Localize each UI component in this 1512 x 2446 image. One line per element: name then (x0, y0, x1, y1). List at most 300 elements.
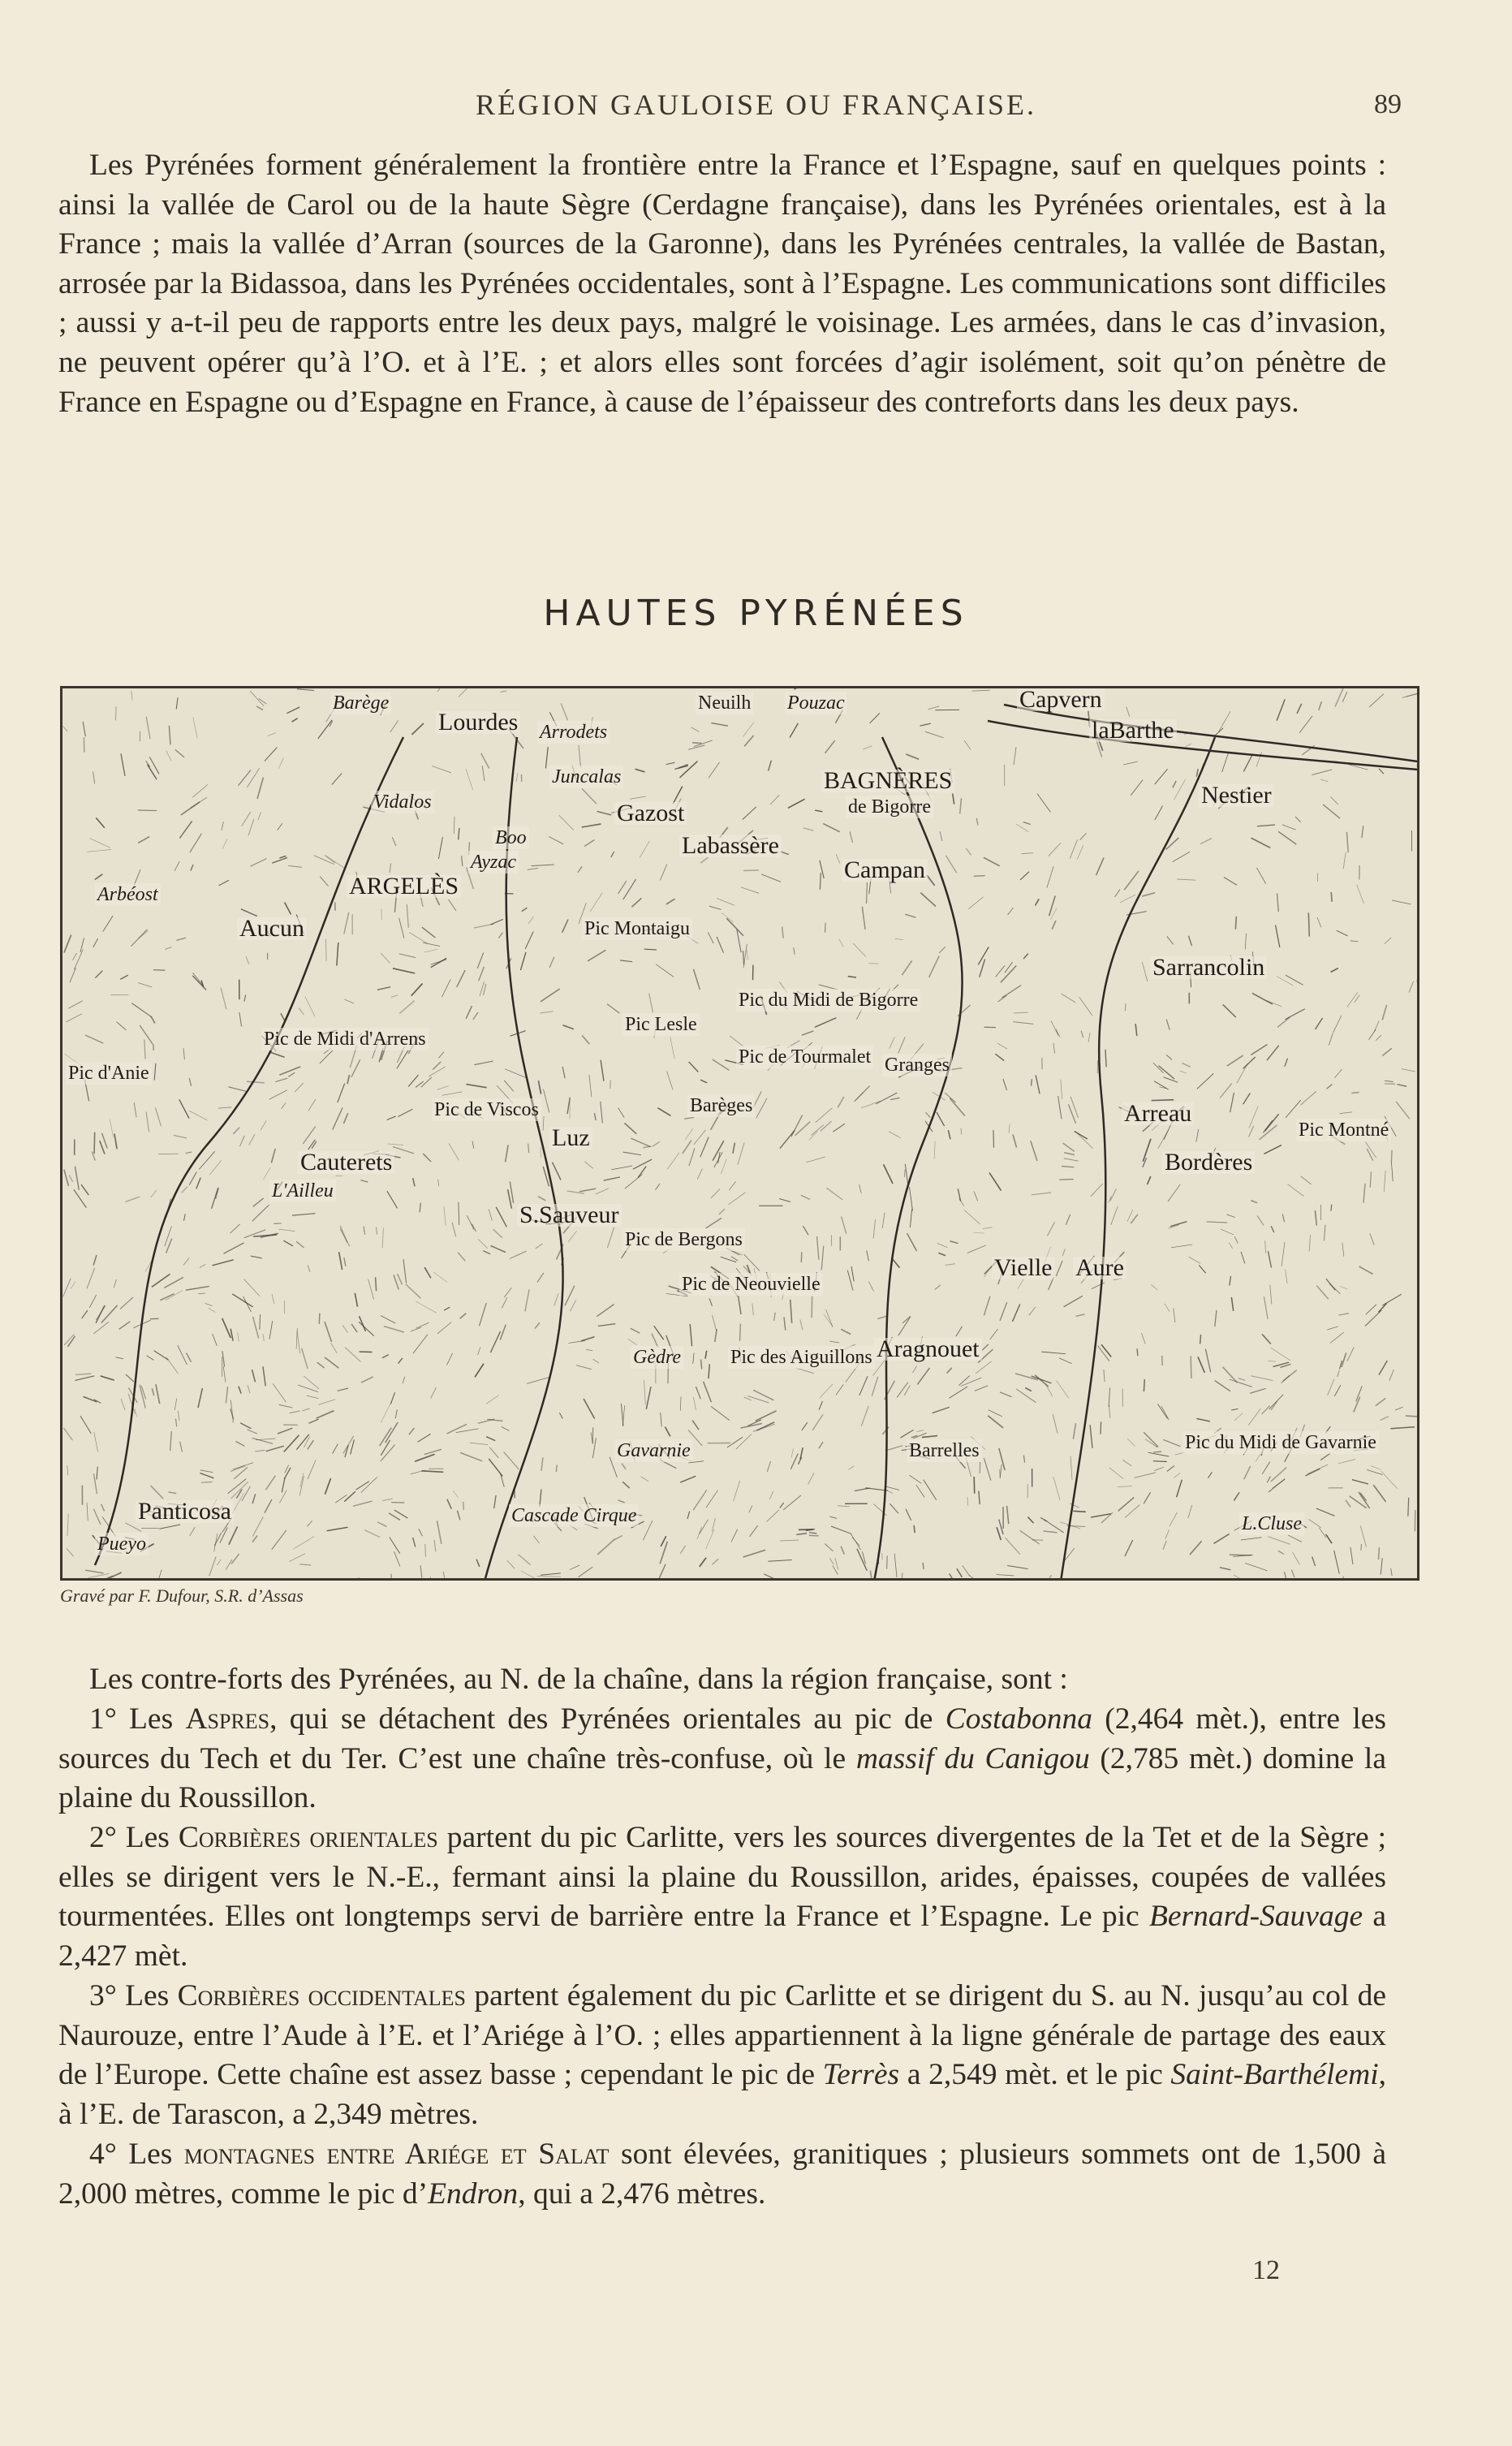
hachure-stroke (70, 968, 76, 982)
hachure-stroke (819, 1442, 823, 1448)
hachure-stroke (800, 1320, 803, 1331)
hachure-stroke (825, 923, 826, 933)
hachure-stroke (692, 1421, 699, 1430)
item-corbieres-occidentales (58, 1977, 1386, 2134)
hachure-stroke (1037, 794, 1050, 813)
hachure-stroke (1397, 1085, 1406, 1087)
hachure-stroke (319, 1314, 320, 1324)
hachure-stroke (1241, 1252, 1245, 1264)
hachure-stroke (890, 1037, 895, 1048)
hachure-stroke (1338, 1460, 1355, 1464)
hachure-stroke (442, 980, 450, 998)
hachure-stroke (423, 943, 440, 946)
hachure-stroke (1282, 1375, 1290, 1383)
hachure-stroke (1238, 1378, 1246, 1381)
hachure-stroke (1189, 1257, 1200, 1263)
hachure-stroke (794, 688, 802, 689)
hachure-stroke (116, 1357, 123, 1359)
hachure-stroke (381, 953, 390, 963)
hachure-stroke (489, 1459, 502, 1477)
map-place-label-labassere: Labassère (679, 835, 782, 857)
hachure-stroke (1122, 1460, 1131, 1466)
hachure-stroke (611, 852, 614, 857)
hachure-stroke (727, 1437, 743, 1447)
map-place-label-picdumidibig: Pic du Midi de Bigorre (736, 989, 920, 1012)
hachure-stroke (444, 1307, 450, 1310)
hachure-stroke (355, 1482, 368, 1490)
hachure-stroke (200, 1264, 206, 1267)
hachure-stroke (826, 1188, 842, 1200)
hachure-stroke (238, 770, 251, 786)
hachure-stroke (1379, 1547, 1380, 1559)
hachure-stroke (1003, 1079, 1007, 1090)
hachure-stroke (480, 1303, 487, 1326)
hachure-stroke (151, 1016, 155, 1024)
hachure-stroke (459, 688, 470, 697)
hachure-stroke (103, 916, 113, 931)
hachure-stroke (499, 933, 503, 938)
hachure-stroke (248, 1385, 250, 1393)
hachure-stroke (803, 828, 814, 830)
hachure-stroke (100, 1141, 105, 1154)
hachure-stroke (597, 811, 612, 815)
hachure-stroke (561, 703, 567, 720)
hachure-stroke (187, 1352, 192, 1361)
hachure-stroke (438, 1180, 439, 1187)
hachure-stroke (997, 1527, 1001, 1540)
hachure-stroke (1271, 1401, 1277, 1410)
hachure-stroke (877, 1316, 887, 1319)
hachure-stroke (709, 762, 720, 778)
hachure-stroke (190, 797, 207, 808)
hachure-stroke (543, 1116, 544, 1131)
hachure-stroke (1109, 1468, 1123, 1479)
hachure-stroke (222, 822, 224, 830)
hachure-stroke (69, 1176, 73, 1182)
hachure-stroke (1200, 1335, 1201, 1344)
hachure-stroke (126, 1197, 140, 1201)
hachure-stroke (242, 812, 251, 826)
hachure-stroke (432, 766, 451, 773)
hachure-stroke (1338, 1370, 1339, 1377)
hachure-stroke (1207, 1222, 1228, 1223)
hachure-stroke (87, 1503, 88, 1521)
map-place-label-sarrancolin: Sarrancolin (1150, 956, 1267, 979)
hachure-stroke (712, 1518, 715, 1532)
hachure-stroke (963, 1566, 970, 1577)
hachure-stroke (825, 740, 835, 753)
hachure-stroke (126, 1374, 134, 1382)
hachure-stroke (770, 795, 779, 805)
hachure-stroke (1346, 1500, 1350, 1508)
hachure-stroke (222, 1318, 231, 1338)
hachure-stroke (950, 1387, 968, 1398)
hachure-stroke (660, 865, 666, 881)
hachure-stroke (1277, 699, 1285, 720)
hachure-stroke (93, 1255, 97, 1266)
hachure-stroke (1223, 1004, 1236, 1017)
hachure-stroke (1154, 1467, 1164, 1470)
hachure-stroke (618, 1108, 625, 1118)
hachure-stroke (1016, 1389, 1036, 1403)
hachure-stroke (1301, 1091, 1316, 1105)
hachure-stroke (507, 1560, 515, 1568)
hachure-stroke (694, 969, 700, 990)
hachure-stroke (382, 1499, 393, 1500)
hachure-stroke (1063, 1143, 1075, 1151)
hachure-stroke (743, 807, 756, 820)
hachure-stroke (1262, 1462, 1269, 1474)
hachure-stroke (1158, 1404, 1168, 1419)
hachure-stroke (176, 938, 186, 940)
hachure-stroke (1362, 826, 1363, 838)
hachure-stroke (974, 1477, 975, 1494)
hachure-stroke (1214, 1534, 1230, 1544)
hachure-stroke (1360, 1525, 1366, 1547)
hachure-stroke (928, 706, 939, 710)
hachure-stroke (528, 917, 534, 924)
hachure-stroke (408, 1075, 418, 1086)
hachure-stroke (250, 859, 266, 867)
hachure-stroke (284, 1240, 294, 1246)
hachure-stroke (478, 1239, 488, 1249)
hachure-stroke (1105, 1050, 1106, 1068)
hachure-stroke (294, 1537, 315, 1549)
hachure-stroke (1070, 1097, 1078, 1118)
hachure-stroke (966, 848, 971, 855)
hachure-stroke (1286, 1269, 1288, 1283)
hachure-stroke (504, 1081, 514, 1091)
map-place-label-picmontne: Pic Montné (1296, 1119, 1391, 1141)
hachure-stroke (961, 1128, 962, 1134)
hachure-stroke (959, 1198, 964, 1206)
hachure-stroke (302, 1408, 309, 1411)
intro-paragraph (58, 146, 1386, 422)
hachure-stroke (506, 1145, 509, 1162)
map-place-label-campan: Campan (842, 859, 928, 882)
hachure-stroke (820, 1384, 833, 1398)
hachure-stroke (562, 920, 568, 933)
hachure-stroke (1251, 1045, 1267, 1055)
hachure-stroke (665, 1427, 670, 1437)
hachure-stroke (604, 1177, 620, 1180)
hachure-stroke (900, 1572, 902, 1581)
hachure-stroke (1167, 936, 1174, 944)
hachure-stroke (340, 1226, 347, 1242)
hachure-stroke (582, 1035, 589, 1044)
hachure-stroke (1088, 1033, 1090, 1042)
hachure-stroke (812, 1414, 823, 1430)
hachure-stroke (1286, 975, 1303, 985)
hachure-stroke (166, 751, 171, 761)
hachure-stroke (1343, 852, 1346, 869)
hachure-stroke (121, 753, 125, 776)
hachure-stroke (1151, 1284, 1157, 1289)
hachure-stroke (153, 970, 166, 971)
hachure-stroke (1111, 1206, 1118, 1225)
hachure-stroke (305, 996, 315, 1016)
hachure-stroke (1389, 1370, 1394, 1380)
hachure-stroke (1234, 1236, 1238, 1244)
hachure-stroke (1051, 1021, 1058, 1036)
hachure-stroke (1329, 1033, 1333, 1046)
hachure-stroke (1324, 1225, 1325, 1241)
hachure-stroke (1096, 858, 1104, 876)
hachure-stroke (694, 1130, 706, 1145)
hachure-stroke (1076, 1314, 1085, 1317)
hachure-stroke (950, 1241, 958, 1244)
hachure-stroke (174, 1135, 187, 1138)
hachure-stroke (819, 1401, 822, 1410)
map-place-label-ayzac: Ayzac (468, 851, 519, 874)
hachure-stroke (1249, 1107, 1258, 1128)
hachure-stroke (780, 1540, 799, 1541)
hachure-stroke (308, 1440, 314, 1449)
hachure-stroke (159, 1525, 180, 1529)
hachure-stroke (614, 1536, 622, 1540)
hachure-stroke (829, 1558, 834, 1564)
hachure-stroke (1070, 1456, 1072, 1480)
hachure-stroke (839, 939, 843, 947)
hachure-stroke (338, 1084, 345, 1103)
hachure-stroke (988, 1416, 1003, 1428)
running-head (0, 88, 1512, 130)
hachure-stroke (957, 1568, 963, 1577)
hachure-stroke (240, 1136, 245, 1146)
hachure-stroke (256, 1439, 275, 1440)
hachure-stroke (344, 1491, 355, 1501)
hachure-stroke (1277, 1017, 1290, 1027)
hachure-stroke (1331, 968, 1338, 973)
hachure-stroke (666, 762, 675, 764)
map-place-label-vidalos: Vidalos (371, 791, 434, 813)
hachure-stroke (1205, 1349, 1210, 1373)
hachure-stroke (418, 1434, 431, 1442)
hachure-stroke (689, 1148, 695, 1166)
hachure-stroke (275, 1078, 287, 1081)
hachure-stroke (411, 1327, 421, 1331)
hachure-stroke (209, 1556, 216, 1576)
hachure-stroke (344, 1258, 346, 1266)
intro-text: Les Pyrénées forment généralement la frontière entre la France et l’Espagne, sauf en quelques points : ainsi la vallée de Carol ou de la haute Sègre (Cerdagne française), dans les Pyrénées orientales, est à la France ; mais la vallée d’Arran (sources de la Garonne), dans les Pyrénées centrales, la vallée de Bastan, arrosée par la Bidassoa, dans les Pyrénées occidentales, sont à l’Espagne. Les communications sont difficiles ; aussi y a-t-il peu de rapports entre les deux pays, malgré le voisinage. Les armées, dans le cas d’invasion, ne peuvent opérer qu’à l’O. et à l’E. ; et alors elles sont forcées d’agir isolément, soit qu’on pénètre de France en Espagne ou d’Espagne en France, à cause de l’épaisseur des contreforts dans les deux pays. (58, 149, 1386, 419)
hachure-stroke (198, 1388, 202, 1408)
hachure-stroke (462, 856, 463, 866)
hachure-stroke (790, 1300, 792, 1323)
hachure-stroke (704, 1382, 712, 1402)
hachure-stroke (1307, 1465, 1328, 1474)
hachure-stroke (82, 1310, 88, 1318)
hachure-stroke (887, 1490, 893, 1494)
hachure-stroke (996, 966, 1005, 977)
hachure-stroke (264, 1167, 271, 1180)
hachure-stroke (1013, 1135, 1017, 1148)
map-place-label-gazost: Gazost (614, 802, 687, 825)
hachure-stroke (747, 950, 748, 960)
hachure-stroke (643, 1521, 653, 1540)
hachure-stroke (925, 731, 944, 738)
hachure-stroke (229, 1526, 238, 1544)
hachure-stroke (420, 1565, 422, 1578)
hachure-stroke (1104, 1370, 1105, 1382)
hachure-stroke (246, 956, 249, 964)
map-place-label-bareges: Barèges (687, 1094, 755, 1117)
hachure-stroke (744, 1397, 752, 1400)
hachure-stroke (307, 1521, 312, 1526)
hachure-stroke (1333, 1016, 1342, 1033)
hachure-stroke (470, 1443, 488, 1444)
hachure-stroke (486, 1437, 495, 1441)
hachure-stroke (368, 1279, 374, 1300)
hachure-stroke (920, 723, 931, 726)
hachure-stroke (1376, 1035, 1381, 1041)
map-place-label-lailleu: L'Ailleu (269, 1180, 336, 1202)
hachure-stroke (242, 1486, 251, 1501)
hachure-stroke (692, 743, 701, 744)
hachure-stroke (304, 1376, 319, 1389)
hachure-stroke (917, 1430, 924, 1432)
hachure-stroke (601, 1102, 603, 1124)
hachure-stroke (1142, 1333, 1146, 1344)
hachure-stroke (982, 1344, 989, 1350)
hachure-stroke (1170, 1222, 1187, 1227)
hachure-stroke (343, 1436, 354, 1453)
hachure-stroke (527, 1378, 549, 1384)
hachure-stroke (713, 1559, 719, 1564)
hachure-stroke (1327, 1085, 1333, 1089)
hachure-stroke (885, 1446, 902, 1451)
hachure-stroke (337, 943, 338, 966)
map-place-label-panticosa: Panticosa (136, 1500, 234, 1523)
hachure-stroke (1013, 1304, 1020, 1322)
hachure-stroke (667, 1071, 674, 1089)
hachure-stroke (683, 1141, 691, 1154)
hachure-stroke (706, 1490, 718, 1508)
hachure-stroke (1408, 1498, 1409, 1516)
hachure-stroke (1369, 1029, 1376, 1040)
hachure-stroke (85, 1570, 104, 1573)
hachure-stroke (394, 1510, 408, 1518)
hachure-stroke (117, 1022, 127, 1030)
hachure-stroke (392, 837, 396, 846)
hachure-stroke (260, 1314, 261, 1330)
hachure-stroke (182, 1187, 187, 1193)
hachure-stroke (1109, 1388, 1110, 1407)
hachure-stroke (747, 1396, 769, 1403)
hachure-stroke (431, 1387, 437, 1398)
hachure-stroke (399, 1001, 414, 1014)
hachure-stroke (411, 984, 423, 996)
hachure-stroke (1381, 1471, 1398, 1488)
hachure-stroke (995, 1054, 1004, 1060)
hachure-stroke (399, 954, 416, 958)
map-place-label-vielle: Vielle (992, 1257, 1055, 1279)
hachure-stroke (226, 1387, 227, 1403)
hachure-stroke (961, 1378, 982, 1387)
hachure-stroke (914, 1525, 915, 1533)
hachure-stroke (596, 1188, 609, 1194)
hachure-stroke (411, 723, 424, 735)
hachure-stroke (597, 1305, 614, 1317)
hachure-stroke (1227, 1214, 1235, 1218)
hachure-stroke (867, 882, 868, 904)
hachure-stroke (1014, 1012, 1028, 1013)
hachure-stroke (796, 1534, 807, 1535)
hachure-stroke (253, 1198, 264, 1206)
hachure-stroke (1058, 1096, 1062, 1119)
hachure-stroke (413, 1538, 416, 1547)
hachure-stroke (907, 1233, 917, 1251)
hachure-stroke (638, 1167, 646, 1178)
hachure-stroke (186, 1287, 209, 1291)
hachure-stroke (913, 1366, 917, 1374)
hachure-stroke (154, 1063, 156, 1081)
hachure-stroke (1334, 1069, 1342, 1078)
hachure-stroke (272, 1530, 286, 1550)
hachure-stroke (867, 1251, 869, 1262)
hachure-stroke (1391, 1162, 1393, 1181)
hachure-stroke (1316, 1018, 1323, 1029)
hachure-stroke (661, 1413, 662, 1426)
hachure-stroke (344, 999, 354, 1003)
hachure-stroke (588, 950, 605, 961)
hachure-stroke (709, 1299, 713, 1306)
hachure-stroke (252, 1516, 263, 1536)
hachure-stroke (993, 1130, 994, 1148)
hachure-stroke (568, 1231, 577, 1242)
hachure-stroke (83, 722, 85, 736)
hachure-stroke (1379, 769, 1384, 774)
hachure-stroke (484, 984, 486, 995)
hachure-stroke (90, 839, 110, 848)
hachure-stroke (1168, 1184, 1180, 1201)
hachure-stroke (1079, 997, 1092, 1016)
hachure-stroke (1320, 779, 1328, 782)
hachure-stroke (479, 967, 485, 981)
hachure-stroke (521, 1571, 542, 1581)
hachure-stroke (743, 951, 744, 964)
hachure-stroke (764, 1574, 780, 1581)
hachure-stroke (1257, 1216, 1264, 1226)
hachure-stroke (152, 1388, 153, 1396)
hachure-stroke (838, 1097, 844, 1107)
hachure-stroke (1174, 1309, 1175, 1323)
range-name: montagnes entre Ariége et Salat (183, 2138, 610, 2171)
hachure-stroke (64, 935, 71, 953)
hachure-stroke (873, 1219, 875, 1238)
hachure-stroke (722, 912, 734, 922)
hachure-stroke (586, 1349, 592, 1350)
hachure-stroke (782, 927, 784, 938)
hachure-stroke (1330, 1332, 1344, 1344)
hachure-stroke (114, 1134, 117, 1150)
hachure-stroke (817, 1236, 819, 1260)
hachure-stroke (510, 1251, 527, 1258)
hachure-stroke (423, 1154, 431, 1162)
hachure-stroke (269, 1052, 284, 1057)
hachure-stroke (439, 1052, 444, 1058)
hachure-stroke (292, 1214, 315, 1216)
hachure-stroke (80, 1416, 91, 1434)
hachure-stroke (1391, 1150, 1392, 1163)
hachure-stroke (253, 1317, 259, 1339)
map-place-label-boo: Boo (493, 826, 529, 849)
hachure-stroke (545, 747, 548, 768)
hachure-stroke (863, 746, 872, 749)
hachure-stroke (1066, 1214, 1070, 1225)
hachure-stroke (1035, 1375, 1049, 1387)
hachure-stroke (258, 812, 261, 820)
hachure-stroke (271, 1149, 275, 1163)
